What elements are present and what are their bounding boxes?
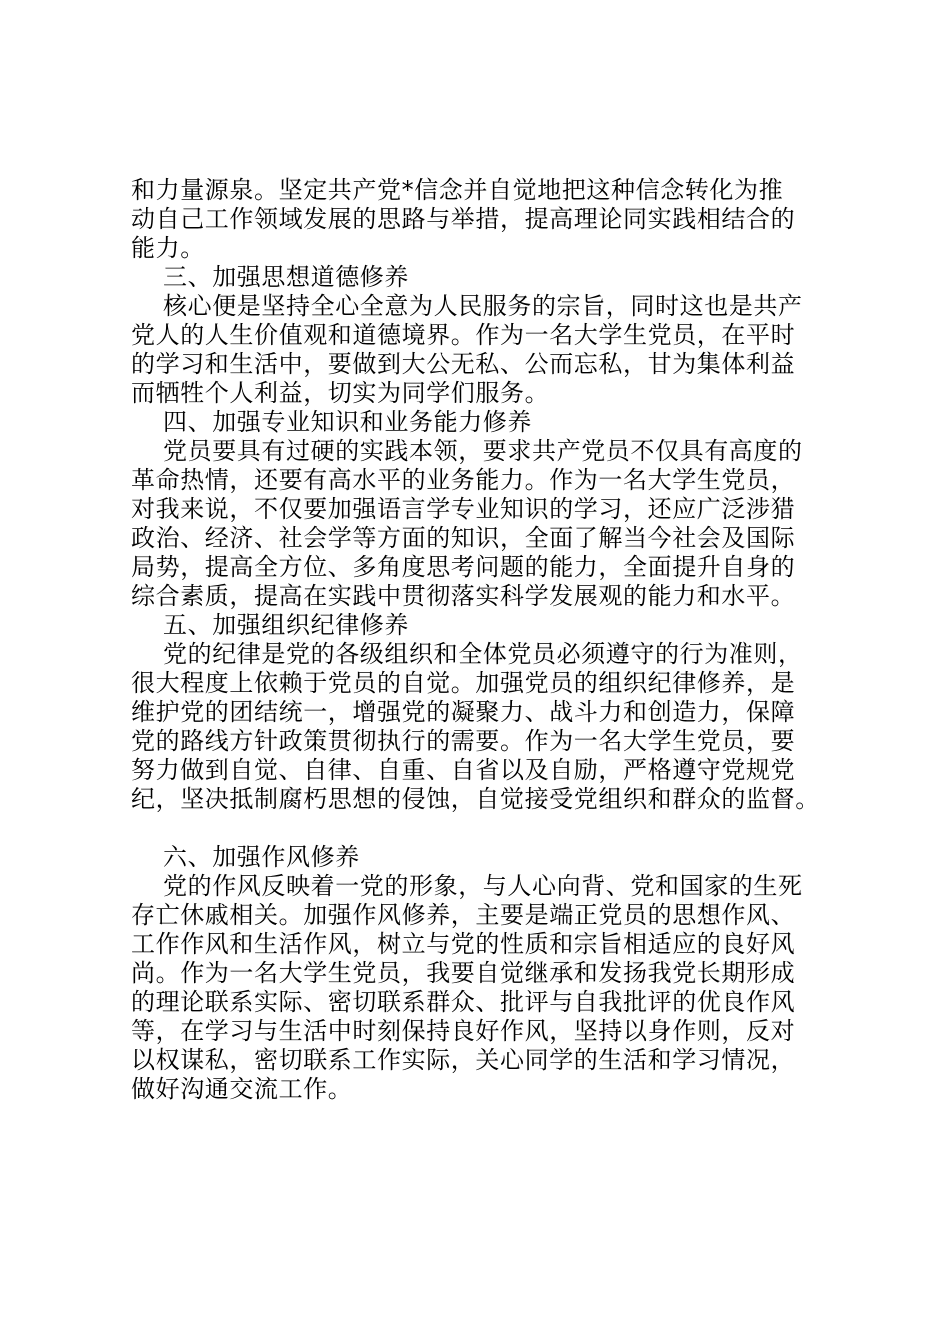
text-line: 工作作风和生活作风，树立与党的性质和宗旨相适应的良好风 (131, 930, 796, 958)
text-line: 对我来说，不仅要加强语言学专业知识的学习，还应广泛涉猎 (131, 495, 796, 523)
text-line: 革命热情，还要有高水平的业务能力。作为一名大学生党员， (131, 466, 796, 494)
text-line: 党的纪律是党的各级组织和全体党员必须遵守的行为准则， (163, 640, 803, 668)
blank-line (131, 814, 831, 843)
section-heading-4: 四、加强专业知识和业务能力修养 (163, 408, 532, 436)
text-line: 而牺牲个人利益，切实为同学们服务。 (131, 379, 550, 407)
text-line: 政治、经济、社会学等方面的知识，全面了解当今社会及国际 (131, 524, 796, 552)
text-line: 党的作风反映着一党的形象，与人心向背、党和国家的生死 (163, 872, 803, 900)
text-line: 努力做到自觉、自律、自重、自省以及自励，严格遵守党规党 (131, 756, 796, 784)
text-line: 动自己工作领域发展的思路与举措，提高理论同实践相结合的 (131, 205, 796, 233)
section-heading-5: 五、加强组织纪律修养 (163, 611, 409, 639)
text-line: 局势，提高全方位、多角度思考问题的能力，全面提升自身的 (131, 553, 796, 581)
text-line: 和力量源泉。坚定共产党*信念并自觉地把这种信念转化为推 (131, 176, 784, 204)
section-heading-3: 三、加强思想道德修养 (163, 263, 409, 291)
text-line: 党人的人生价值观和道德境界。作为一名大学生党员，在平时 (131, 321, 796, 349)
text-line: 能力。 (131, 234, 205, 262)
text-line: 做好沟通交流工作。 (131, 1075, 353, 1103)
text-line: 以权谋私，密切联系工作实际，关心同学的生活和学习情况， (131, 1046, 796, 1074)
text-line: 存亡休戚相关。加强作风修养，主要是端正党员的思想作风、 (131, 901, 796, 929)
text-line: 很大程度上依赖于党员的自觉。加强党员的组织纪律修养，是 (131, 669, 796, 697)
document-body (131, 176, 831, 1104)
text-line: 尚。作为一名大学生党员，我要自觉继承和发扬我党长期形成 (131, 959, 796, 987)
text-line: 党的路线方针政策贯彻执行的需要。作为一名大学生党员，要 (131, 727, 796, 755)
section-heading-6: 六、加强作风修养 (163, 843, 360, 871)
text-line: 核心便是坚持全心全意为人民服务的宗旨，同时这也是共产 (163, 292, 803, 320)
text-line: 纪，坚决抵制腐朽思想的侵蚀，自觉接受党组织和群众的监督。 (131, 785, 820, 813)
text-line: 党员要具有过硬的实践本领，要求共产党员不仅具有高度的 (163, 437, 803, 465)
text-line: 的学习和生活中，要做到大公无私、公而忘私，甘为集体利益 (131, 350, 796, 378)
text-line: 等，在学习与生活中时刻保持良好作风，坚持以身作则，反对 (131, 1017, 796, 1045)
text-line: 维护党的团结统一，增强党的凝聚力、战斗力和创造力，保障 (131, 698, 796, 726)
text-line: 综合素质，提高在实践中贯彻落实科学发展观的能力和水平。 (131, 582, 796, 610)
text-line: 的理论联系实际、密切联系群众、批评与自我批评的优良作风 (131, 988, 796, 1016)
